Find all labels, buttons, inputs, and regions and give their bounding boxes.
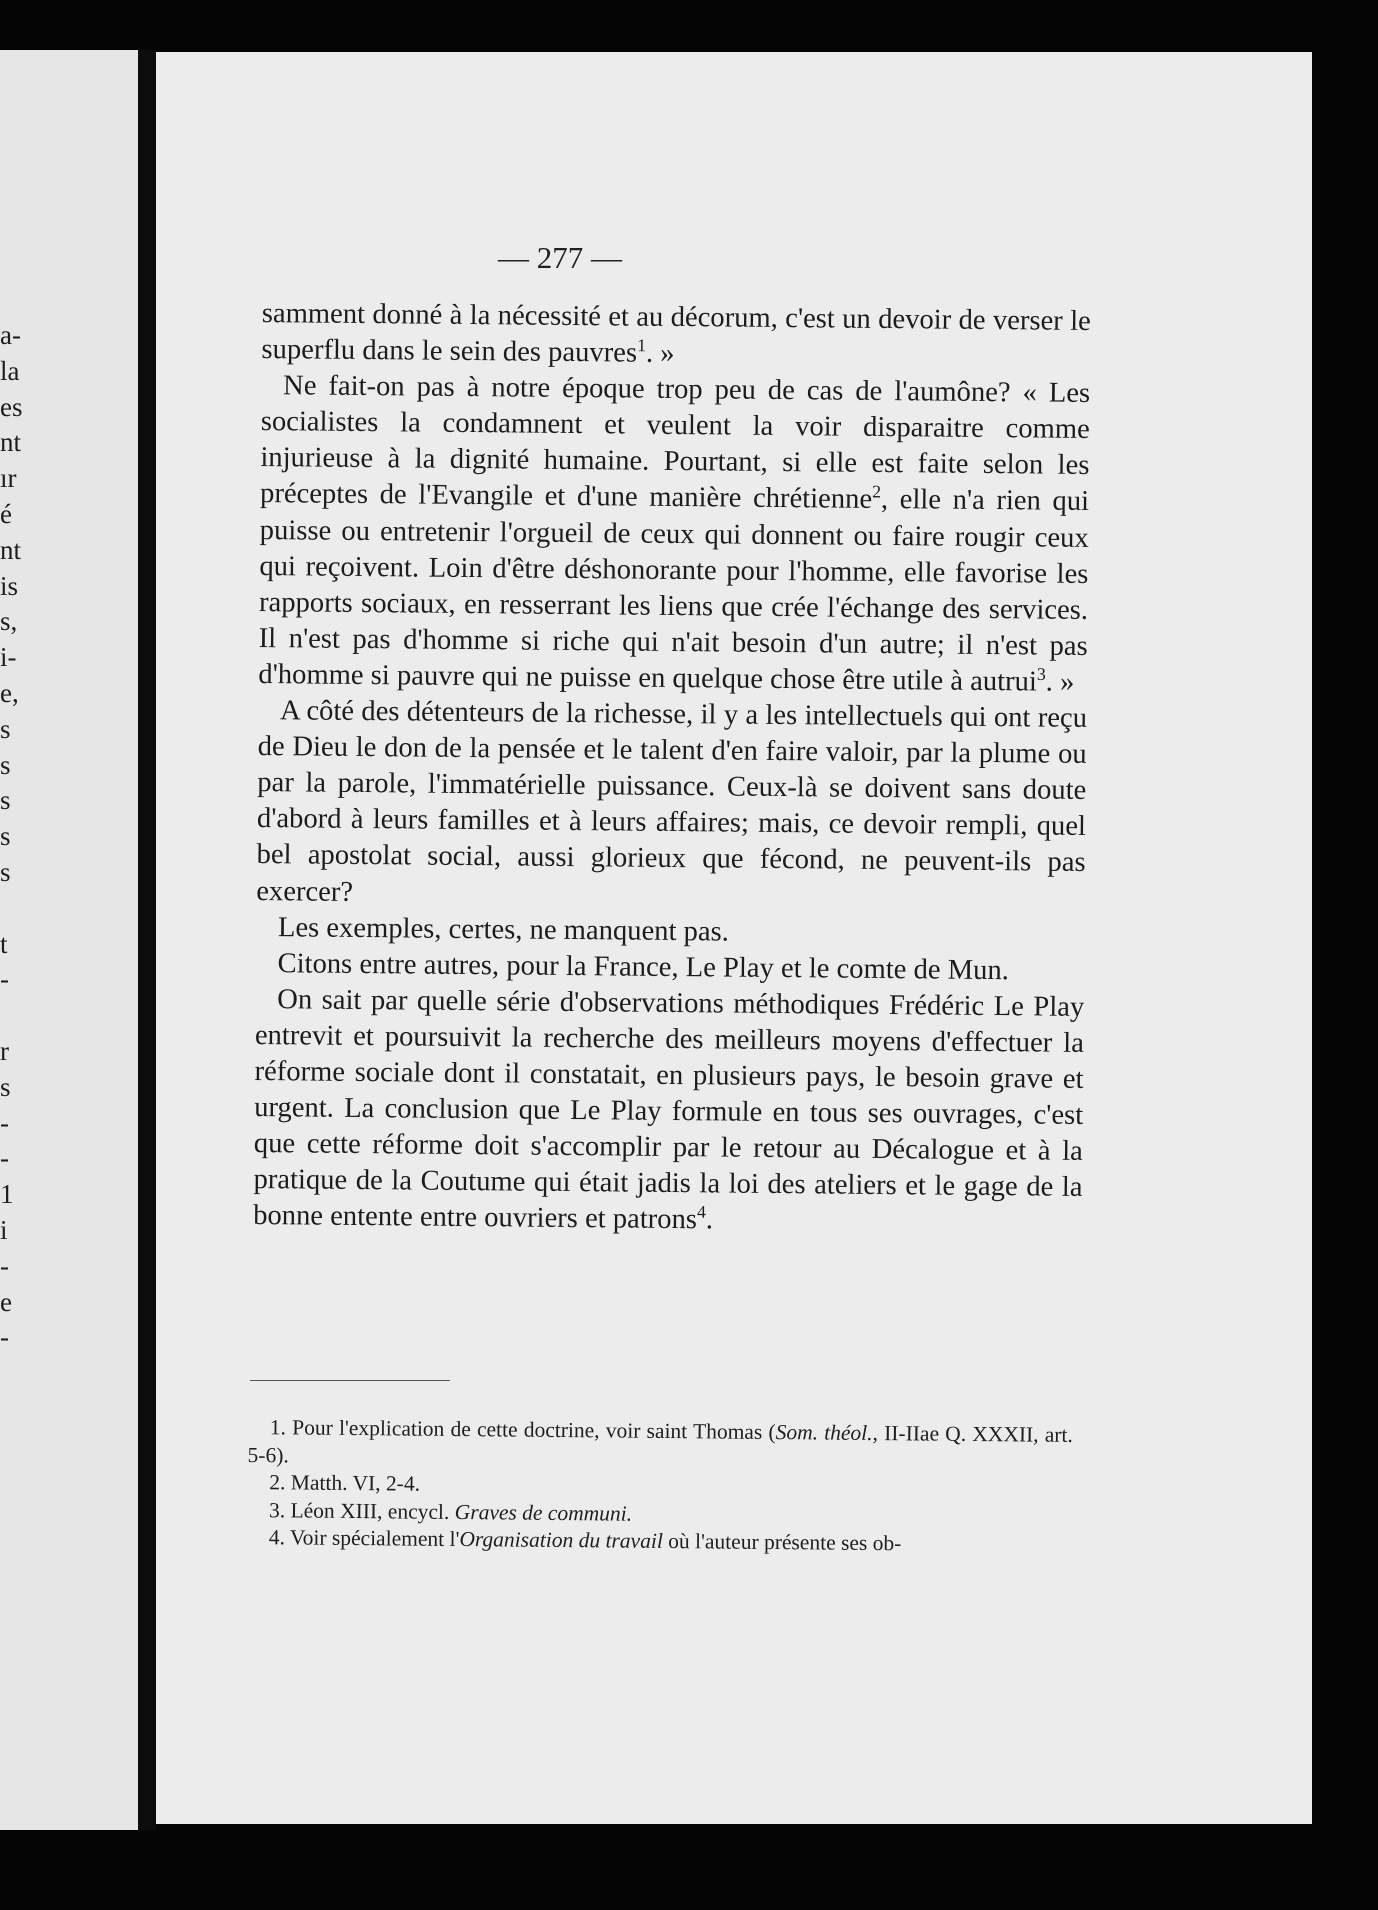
paragraph-text: samment donné à la nécessité et au décorum, c'est un devoir de verser le superflu dans le sein des pauvres [261,297,1091,369]
book-gutter [138,50,156,1830]
left-page-edge [0,50,138,1830]
paragraph-text: On sait par quelle série d'observations méthodiques Frédéric Le Play entrevit et poursuivit la recherche des meilleurs moyens d'effectuer la réforme sociale dont il constatait, en plusieurs pays, le besoin grave et urgent. La conclusion que Le Play formule en tous ses ouvrages, c'est que cette réforme doit s'accomplir par le retour au Décalogue et à la pratique de la Coutume qui était jadis la loi des ateliers et le gage de la bonne entente entre ouvriers et patrons [253,983,1085,1236]
paragraph-text: . » [1045,666,1075,698]
footnote-text: , II-IIae Q. XXXII, art. 5-6). [247,1420,1073,1467]
footnote-text: Voir spécialement l' [289,1525,460,1552]
paragraph-text: . » [645,337,675,370]
footnote-divider [250,1380,450,1381]
footnote [247,1414,1072,1477]
paragraph-text: A côté des détenteurs de la richesse, il y a les intellectuels qui ont reçu de Dieu le don de la pensée et le talent d'en faire valoir, par la plume ou par la parole, l'immatérielle puissance. Ceux-là se doivent sans doute d'abord à leurs familles et à leurs affaires; mais, ce devoir rempli, quel bel apostolat social, aussi glorieux que fécond, ne peuvent-ils pas exercer? [256,695,1088,908]
footnote-number: 3. [268,1497,286,1522]
paragraph-text: . [705,1204,714,1236]
footnote-number: 1. [269,1415,287,1440]
footnote-italic: Graves de communi. [454,1499,633,1526]
footnote-number: 4. [268,1525,286,1550]
footnote-text: Matth. VI, 2-4. [290,1470,421,1496]
paragraph [258,368,1090,701]
page-number: — 277 — [498,240,622,275]
paragraph-text: Citons entre autres, pour la France, Le Play et le comte de Mun. [277,947,1010,986]
footnote-text: où l'auteur présente ses ob- [662,1528,902,1556]
footnote-italic: Organisation du travail [459,1527,663,1553]
footnote-ref: 1 [637,335,647,356]
paragraph-text: Les exemples, certes, ne manquent pas. [277,911,730,948]
paragraph [261,296,1091,376]
footnote-ref: 4 [696,1202,707,1223]
footnote-italic: Som. théol. [775,1420,873,1445]
footnotes [247,1414,1073,1559]
paragraph [256,693,1087,918]
footnote-ref: 2 [872,481,882,502]
left-page-fragments: a- la es nt ır é nt is s, i- e, s s s s s t - r s - - 1 i - e - [0,320,23,1353]
paragraph [253,982,1084,1243]
paragraph-text: Ne fait-on pas à notre époque trop peu de cas de l'aumône? « Les socialistes la condamnent et veulent la voir disparaitre comme injurieuse à la dignité humaine. Pourtant, si elle est faite selon les préceptes de l'Evangile et d'une manière chrétienne [259,370,1091,516]
footnote-ref: 3 [1036,663,1046,684]
paragraph-text: , elle n'a rien qui puisse ou entretenir l'orgueil de ceux qui donnent ou faire rougir ceux qui reçoivent. Loin d'être déshonorante pour l'homme, elle favorise les rapports sociaux, en resserrant les liens que crée l'échange des services. Il n'est pas d'homme si riche qui n'ait besoin d'un autre; il n'est pas d'homme si pauvre qui ne puisse en quelque chose être utile à autrui [258,484,1090,698]
footnote-number: 2. [269,1470,286,1495]
footnote-text: Léon XIII, encycl. [290,1497,455,1524]
footnote-text: Pour l'explication de cette doctrine, voir saint Thomas ( [292,1415,776,1445]
body-text [253,296,1091,1242]
